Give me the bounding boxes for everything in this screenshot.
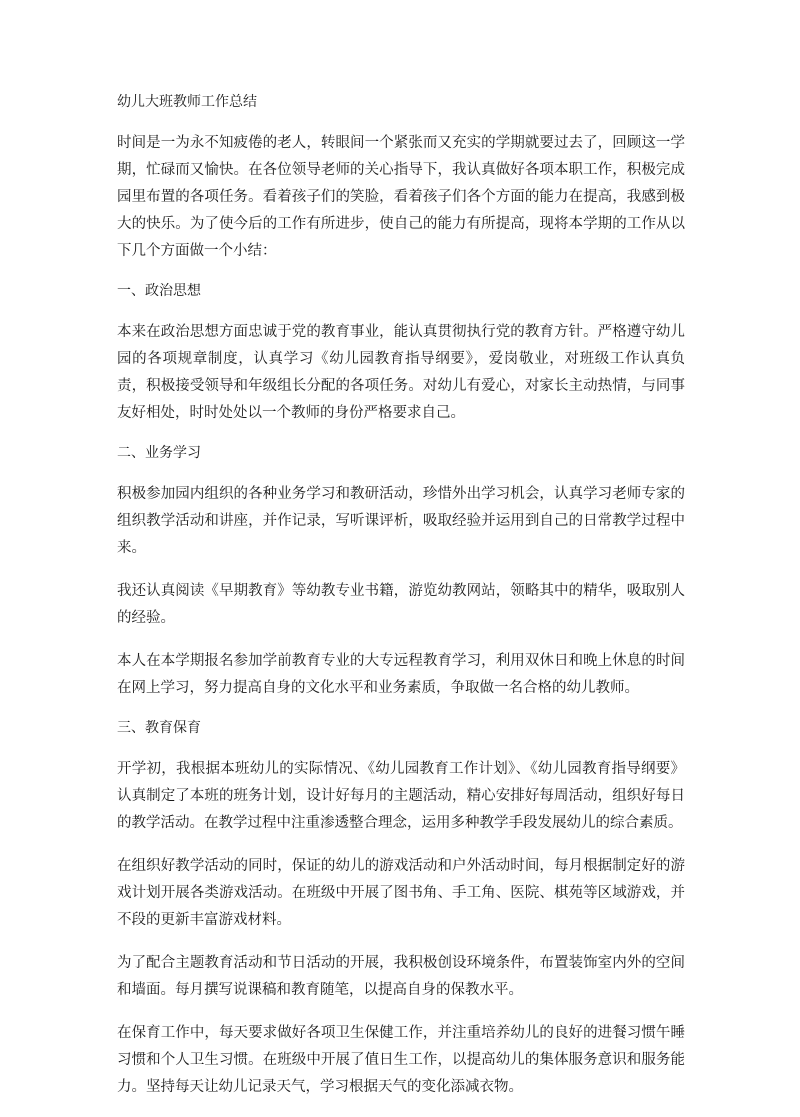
study-paragraph-3: 本人在本学期报名参加学前教育专业的大专远程教育学习，利用双休日和晚上休息的时间在网上学习，努力提高自身的文化水平和业务素质，争取做一名合格的幼儿教师。 <box>117 653 685 696</box>
document-page <box>117 92 685 1117</box>
education-paragraph-3: 为了配合主题教育活动和节日活动的开展，我积极创设环境条件，布置装饰室内外的空间和墙面。每月撰写说课稿和教育随笔，以提高自身的保教水平。 <box>117 955 685 998</box>
education-paragraph-2: 在组织好教学活动的同时，保证的幼儿的游戏活动和户外活动时间，每月根据制定好的游戏计划开展各类游戏活动。在班级中开展了图书角、手工角、医院、棋苑等区域游戏，并不段的更新丰富游戏材料。 <box>117 858 685 928</box>
education-paragraph-1: 开学初，我根据本班幼儿的实际情况、《幼儿园教育工作计划》、《幼儿园教育指导纲要》认真制定了本班的班务计划，设计好每月的主题活动，精心安排好每周活动，组织好每日的教学活动。在教学过程中注重渗透整合理念，运用多种教学手段发展幼儿的综合素质。 <box>117 761 685 831</box>
document-title: 幼儿大班教师工作总结 <box>117 94 257 110</box>
study-paragraph-2: 我还认真阅读《早期教育》等幼教专业书籍，游览幼教网站，领略其中的精华，吸取别人的经验。 <box>117 583 685 626</box>
section-heading-education: 三、教育保育 <box>117 720 201 736</box>
study-paragraph-1: 积极参加园内组织的各种业务学习和教研活动，珍惜外出学习机会，认真学习老师专家的组织教学活动和讲座，并作记录，写听课评析，吸取经验并运用到自己的日常教学过程中来。 <box>117 486 685 556</box>
section-heading-study: 二、业务学习 <box>117 445 201 461</box>
education-paragraph-4: 在保育工作中，每天要求做好各项卫生保健工作，并注重培养幼儿的良好的进餐习惯午睡习惯和个人卫生习惯。在班级中开展了值日生工作，以提高幼儿的集体服务意识和服务能力。坚持每天让幼儿记录天气，学习根据天气的变化添减衣物。 <box>117 1025 685 1095</box>
politics-paragraph: 本来在政治思想方面忠诚于党的教育事业，能认真贯彻执行党的教育方针。严格遵守幼儿园的各项规章制度，认真学习《幼儿园教育指导纲要》，爱岗敬业，对班级工作认真负责，积极接受领导和年级组长分配的各项任务。对幼儿有爱心，对家长主动热情，与同事友好相处，时时处处以一个教师的身份严格要求自己。 <box>117 324 685 421</box>
intro-paragraph: 时间是一为永不知疲倦的老人，转眼间一个紧张而又充实的学期就要过去了，回顾这一学期，忙碌而又愉快。在各位领导老师的关心指导下，我认真做好各项本职工作，积极完成园里布置的各项任务。看着孩子们的笑脸，看着孩子们各个方面的能力在提高，我感到极大的快乐。为了使今后的工作有所进步，使自己的能力有所提高，现将本学期的工作从以下几个方面做一个小结： <box>117 135 685 259</box>
section-heading-politics: 一、政治思想 <box>117 283 201 299</box>
